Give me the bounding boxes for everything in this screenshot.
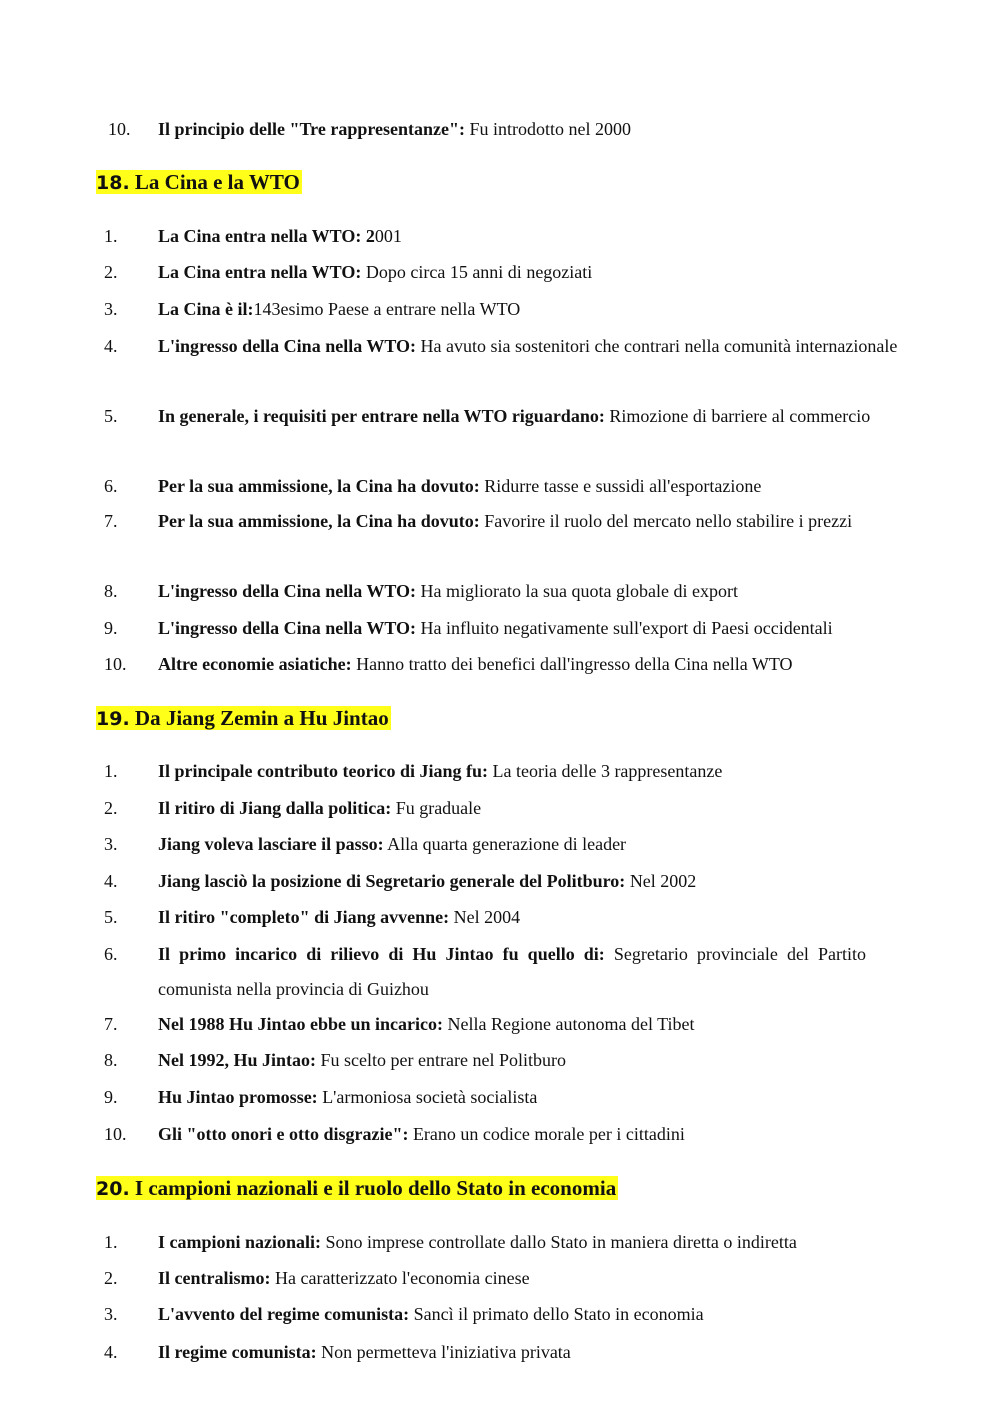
item-number: 5. (104, 406, 118, 426)
item-body (158, 112, 906, 147)
item-text: Ha caratterizzato l'economia cinese (270, 1268, 530, 1288)
item-number: 8. (104, 581, 118, 601)
section-title: I campioni nazionali e il ruolo dello Stato in economia (134, 1176, 617, 1200)
item-label: Nel 1992, Hu Jintao: (158, 1050, 317, 1070)
item-body (158, 827, 906, 862)
item-label: Per la sua ammissione, la Cina ha dovuto: (158, 476, 480, 496)
item-label: In generale, i requisiti per entrare nella WTO riguardano: (158, 406, 605, 426)
item-label: Il ritiro di Jiang dalla politica: (158, 798, 392, 818)
item-text: Segretario provinciale del Partito comunista nella provincia di Guizhou (158, 944, 867, 999)
item-body (158, 1007, 906, 1042)
item-number: 4. (104, 336, 118, 356)
item-body (158, 754, 906, 789)
item-body (158, 1261, 906, 1296)
item-text: 143esimo Paese a entrare nella WTO (253, 299, 521, 319)
item-text: Erano un codice morale per i cittadini (408, 1124, 685, 1144)
item-number: 8. (104, 1050, 118, 1070)
item-text: Nel 2004 (449, 907, 521, 927)
item-text: Non permetteva l'iniziativa privata (316, 1342, 571, 1362)
item-label: La Cina entra nella WTO: 2 (158, 226, 375, 246)
item-text: La teoria delle 3 rappresentanze (488, 761, 723, 781)
item-label: Il centralismo: (158, 1268, 271, 1288)
item-number: 10. (104, 1124, 127, 1144)
item-body (158, 469, 906, 504)
item-body (158, 399, 906, 434)
item-number: 6. (104, 944, 118, 964)
item-number: 3. (104, 299, 118, 319)
item-label: Gli "otto onori e otto disgrazie": (158, 1124, 409, 1144)
item-label: Nel 1988 Hu Jintao ebbe un incarico: (158, 1014, 444, 1034)
item-body (158, 1297, 906, 1332)
item-text: Alla quarta generazione di leader (383, 834, 627, 854)
item-label: Il ritiro "completo" di Jiang avvenne: (158, 907, 450, 927)
item-text: Hanno tratto dei benefici dall'ingresso della Cina nella WTO (351, 654, 793, 674)
item-text: Ha influito negativamente sull'export di Paesi occidentali (416, 618, 833, 638)
item-number: 2. (104, 798, 118, 818)
item-number: 1. (104, 1232, 118, 1252)
item-text: Fu introdotto nel 2000 (464, 119, 631, 139)
section-title: La Cina e la WTO (134, 170, 300, 194)
item-text: Fu scelto per entrare nel Politburo (316, 1050, 566, 1070)
section-title: Da Jiang Zemin a Hu Jintao (134, 706, 389, 730)
item-body (158, 611, 918, 646)
item-number: 1. (104, 226, 118, 246)
item-text: Rimozione di barriere al commercio (604, 406, 871, 426)
item-body (158, 1043, 906, 1078)
item-label: L'ingresso della Cina nella WTO: (158, 618, 417, 638)
item-number: 3. (104, 834, 118, 854)
item-label: Il regime comunista: (158, 1342, 317, 1362)
item-body (158, 504, 906, 539)
item-number: 3. (104, 1304, 118, 1324)
item-number: 10. (108, 119, 131, 139)
item-text: Sono imprese controllate dallo Stato in maniera diretta o indiretta (321, 1232, 797, 1252)
item-text: Ha avuto sia sostenitori che contrari nella comunità internazionale (416, 336, 898, 356)
item-body (158, 1117, 906, 1152)
item-body (158, 1225, 918, 1260)
item-number: 7. (104, 511, 118, 531)
item-body (158, 329, 906, 364)
item-number: 10. (104, 654, 127, 674)
item-label: L'ingresso della Cina nella WTO: (158, 336, 417, 356)
item-body (158, 219, 906, 254)
section-number: 18. (96, 172, 130, 194)
item-number: 5. (104, 907, 118, 927)
item-body (158, 1080, 906, 1115)
section-heading (96, 168, 302, 197)
item-label: Jiang lasciò la posizione di Segretario generale del Politburo: (158, 871, 626, 891)
item-label: Jiang voleva lasciare il passo: (158, 834, 384, 854)
section-number: 20. (96, 1178, 130, 1200)
item-text: Nella Regione autonoma del Tibet (443, 1014, 695, 1034)
item-text: 001 (374, 226, 402, 246)
item-text: Ridurre tasse e sussidi all'esportazione (479, 476, 762, 496)
item-body (158, 900, 906, 935)
item-body (158, 574, 906, 609)
item-number: 2. (104, 262, 118, 282)
item-label: L'avvento del regime comunista: (158, 1304, 410, 1324)
item-label: L'ingresso della Cina nella WTO: (158, 581, 417, 601)
item-number: 9. (104, 618, 118, 638)
item-number: 9. (104, 1087, 118, 1107)
item-number: 1. (104, 761, 118, 781)
item-label: Hu Jintao promosse: (158, 1087, 318, 1107)
item-label: Per la sua ammissione, la Cina ha dovuto: (158, 511, 480, 531)
item-body (158, 292, 906, 327)
item-label: Il principio delle "Tre rappresentanze": (158, 119, 465, 139)
item-label: La Cina entra nella WTO: (158, 262, 362, 282)
item-body (158, 255, 906, 290)
item-number: 4. (104, 871, 118, 891)
item-number: 6. (104, 476, 118, 496)
item-text: Sancì il primato dello Stato in economia (409, 1304, 704, 1324)
item-text: Fu graduale (391, 798, 482, 818)
item-text: L'armoniosa società socialista (317, 1087, 538, 1107)
item-body (158, 1335, 906, 1370)
item-number: 4. (104, 1342, 118, 1362)
item-body (158, 937, 866, 1007)
item-body (158, 647, 906, 682)
item-body (158, 864, 906, 899)
item-label: Il primo incarico di rilievo di Hu Jintao fu quello di: (158, 944, 605, 964)
item-text: Dopo circa 15 anni di negoziati (361, 262, 593, 282)
item-text: Ha migliorato la sua quota globale di export (416, 581, 738, 601)
item-text: Nel 2002 (625, 871, 697, 891)
item-label: Altre economie asiatiche: (158, 654, 352, 674)
item-number: 2. (104, 1268, 118, 1288)
item-label: I campioni nazionali: (158, 1232, 322, 1252)
item-body (158, 791, 906, 826)
item-text: Favorire il ruolo del mercato nello stabilire i prezzi (479, 511, 853, 531)
section-heading (96, 704, 391, 733)
section-heading (96, 1174, 618, 1203)
item-number: 7. (104, 1014, 118, 1034)
section-number: 19. (96, 708, 130, 730)
item-label: Il principale contributo teorico di Jiang fu: (158, 761, 488, 781)
item-label: La Cina è il: (158, 299, 254, 319)
